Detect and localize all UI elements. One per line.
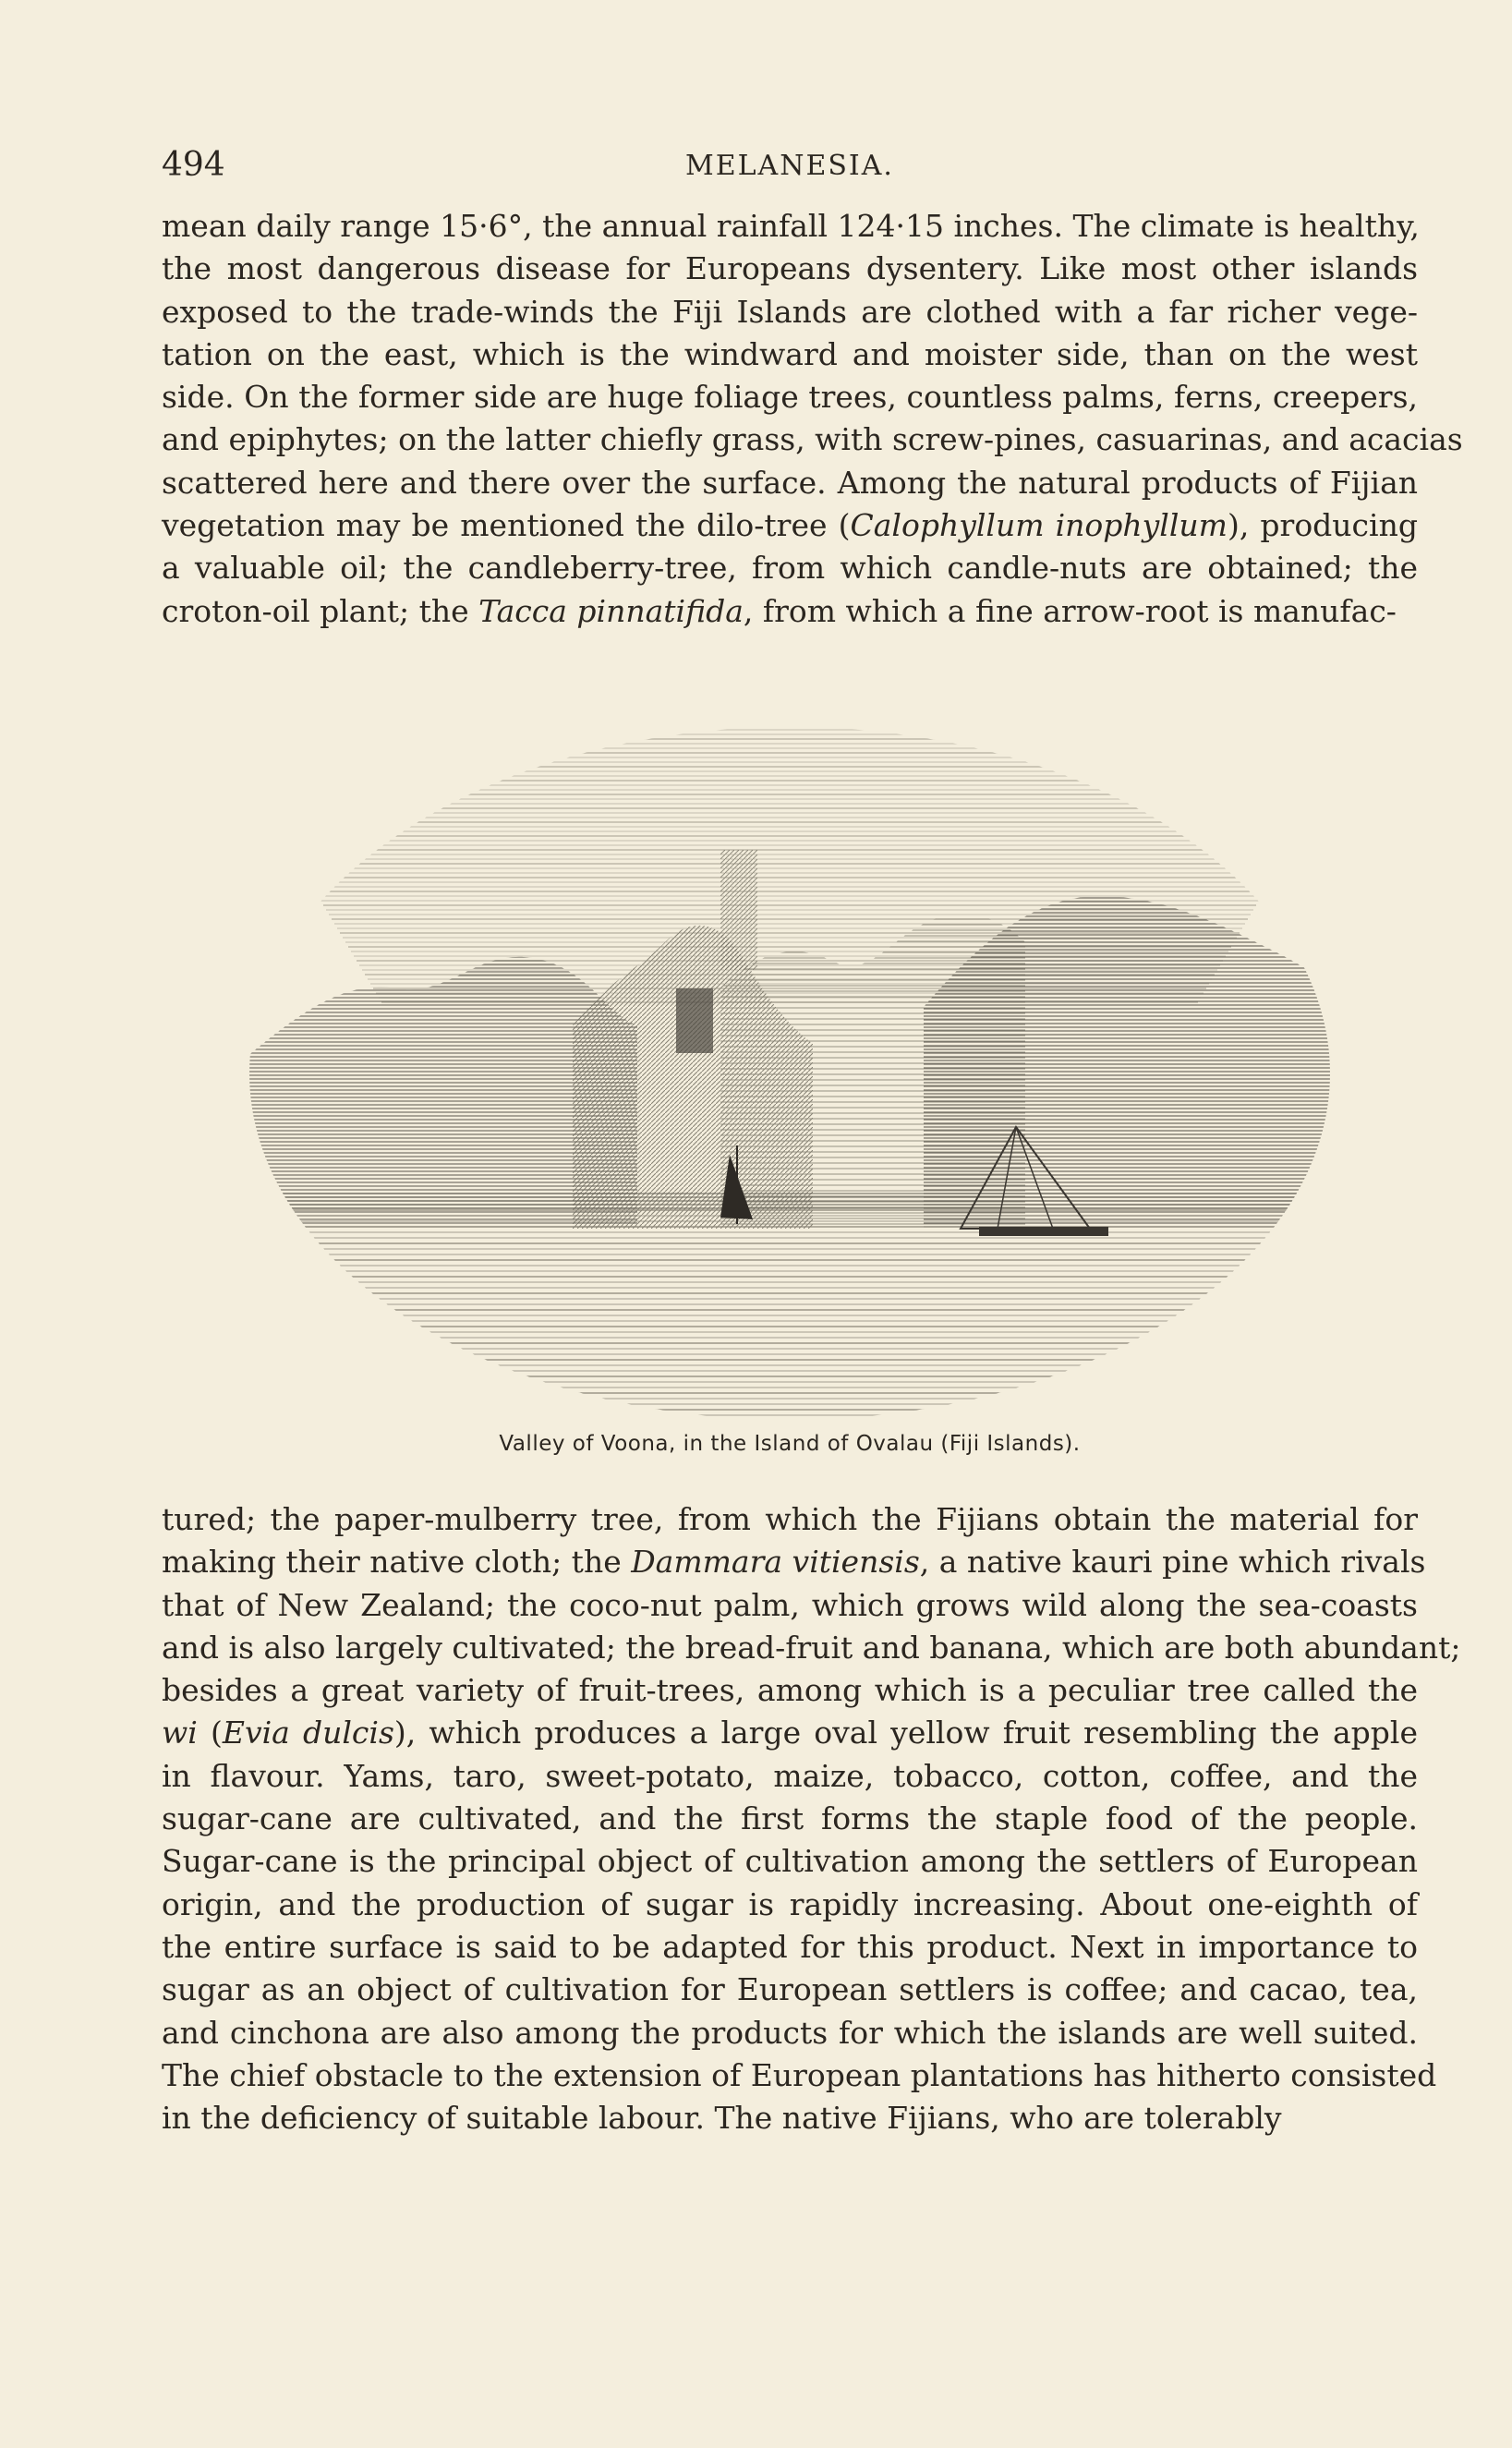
page-number: 494 <box>162 146 225 184</box>
italic-term: wi <box>162 1715 198 1751</box>
text-line: exposed to the trade-winds the Fiji Islands are clothed with a far richer vege- <box>162 293 1418 330</box>
valley-engraving <box>240 711 1339 1427</box>
text-line: wi (Evia dulcis), which produces a large oval yellow fruit resembling the apple <box>162 1715 1418 1751</box>
text-line: sugar-cane are cultivated, and the first forms the staple food of the people. <box>162 1800 1418 1837</box>
text-line: a valuable oil; the candleberry-tree, from which candle-nuts are obtained; the <box>162 550 1418 587</box>
text-line: the entire surface is said to be adapted for this product. Next in importance to <box>162 1928 1418 1965</box>
italic-term: Dammara vitiensis <box>631 1544 920 1581</box>
canoe-hull <box>979 1227 1108 1236</box>
page-header <box>162 146 1418 188</box>
text-line: mean daily range 15·6°, the annual rainfall 124·15 inches. The climate is healthy, <box>162 208 1420 244</box>
text-line: vegetation may be mentioned the dilo-tree (Calophyllum inophyllum), producing <box>162 507 1418 544</box>
text-line: The chief obstacle to the extension of European plantations has hitherto consisted <box>162 2056 1437 2093</box>
text-line: that of New Zealand; the coco-nut palm, which grows wild along the sea-coasts <box>162 1586 1418 1623</box>
text-line: making their native cloth; the Dammara vitiensis, a native kauri pine which rivals <box>162 1544 1426 1581</box>
text-line: side. On the former side are huge foliage trees, countless palms, ferns, creepers, <box>162 379 1418 416</box>
text-line: sugar as an object of cultivation for European settlers is coffee; and cacao, tea, <box>162 1971 1418 2008</box>
text-line: Sugar-cane is the principal object of cultivation among the settlers of European <box>162 1843 1418 1880</box>
engraving-illustration <box>240 711 1339 1427</box>
text-line: and cinchona are also among the products for which the islands are well suited. <box>162 2014 1418 2051</box>
text-line: in the deficiency of suitable labour. The native Fijians, who are tolerably <box>162 2100 1282 2137</box>
paragraph-top <box>162 205 1463 633</box>
text-line: croton-oil plant; the Tacca pinnatifida, from which a fine arrow-root is manufac- <box>162 592 1397 629</box>
text-line: origin, and the production of sugar is rapidly increasing. About one-eighth of <box>162 1885 1418 1922</box>
text-line: tation on the east, which is the windward and moister side, than on the west <box>162 335 1418 372</box>
text-line: and epiphytes; on the latter chiefly grass, with screw-pines, casuarinas, and acacias <box>162 421 1463 458</box>
text-line: in flavour. Yams, taro, sweet-potato, maize, tobacco, cotton, coffee, and the <box>162 1757 1418 1794</box>
text-line: tured; the paper-mulberry tree, from which the Fijians obtain the material for <box>162 1501 1418 1537</box>
text-line: scattered here and there over the surface. Among the natural products of Fijian <box>162 464 1418 501</box>
figure-caption: Valley of Voona, in the Island of Ovalau (Fiji Islands). <box>499 1432 1081 1456</box>
text-line: besides a great variety of fruit-trees, among which is a peculiar tree called the <box>162 1672 1418 1709</box>
paragraph-bottom <box>162 1498 1461 2139</box>
italic-term: Calophyllum inophyllum <box>850 507 1228 544</box>
italic-term: Evia dulcis <box>222 1715 394 1751</box>
italic-term: Tacca pinnatifida <box>478 592 744 629</box>
running-title: MELANESIA. <box>685 150 894 182</box>
text-line: the most dangerous disease for Europeans dysentery. Like most other islands <box>162 250 1418 287</box>
text-line: and is also largely cultivated; the bread-fruit and banana, which are both abundant; <box>162 1629 1461 1666</box>
